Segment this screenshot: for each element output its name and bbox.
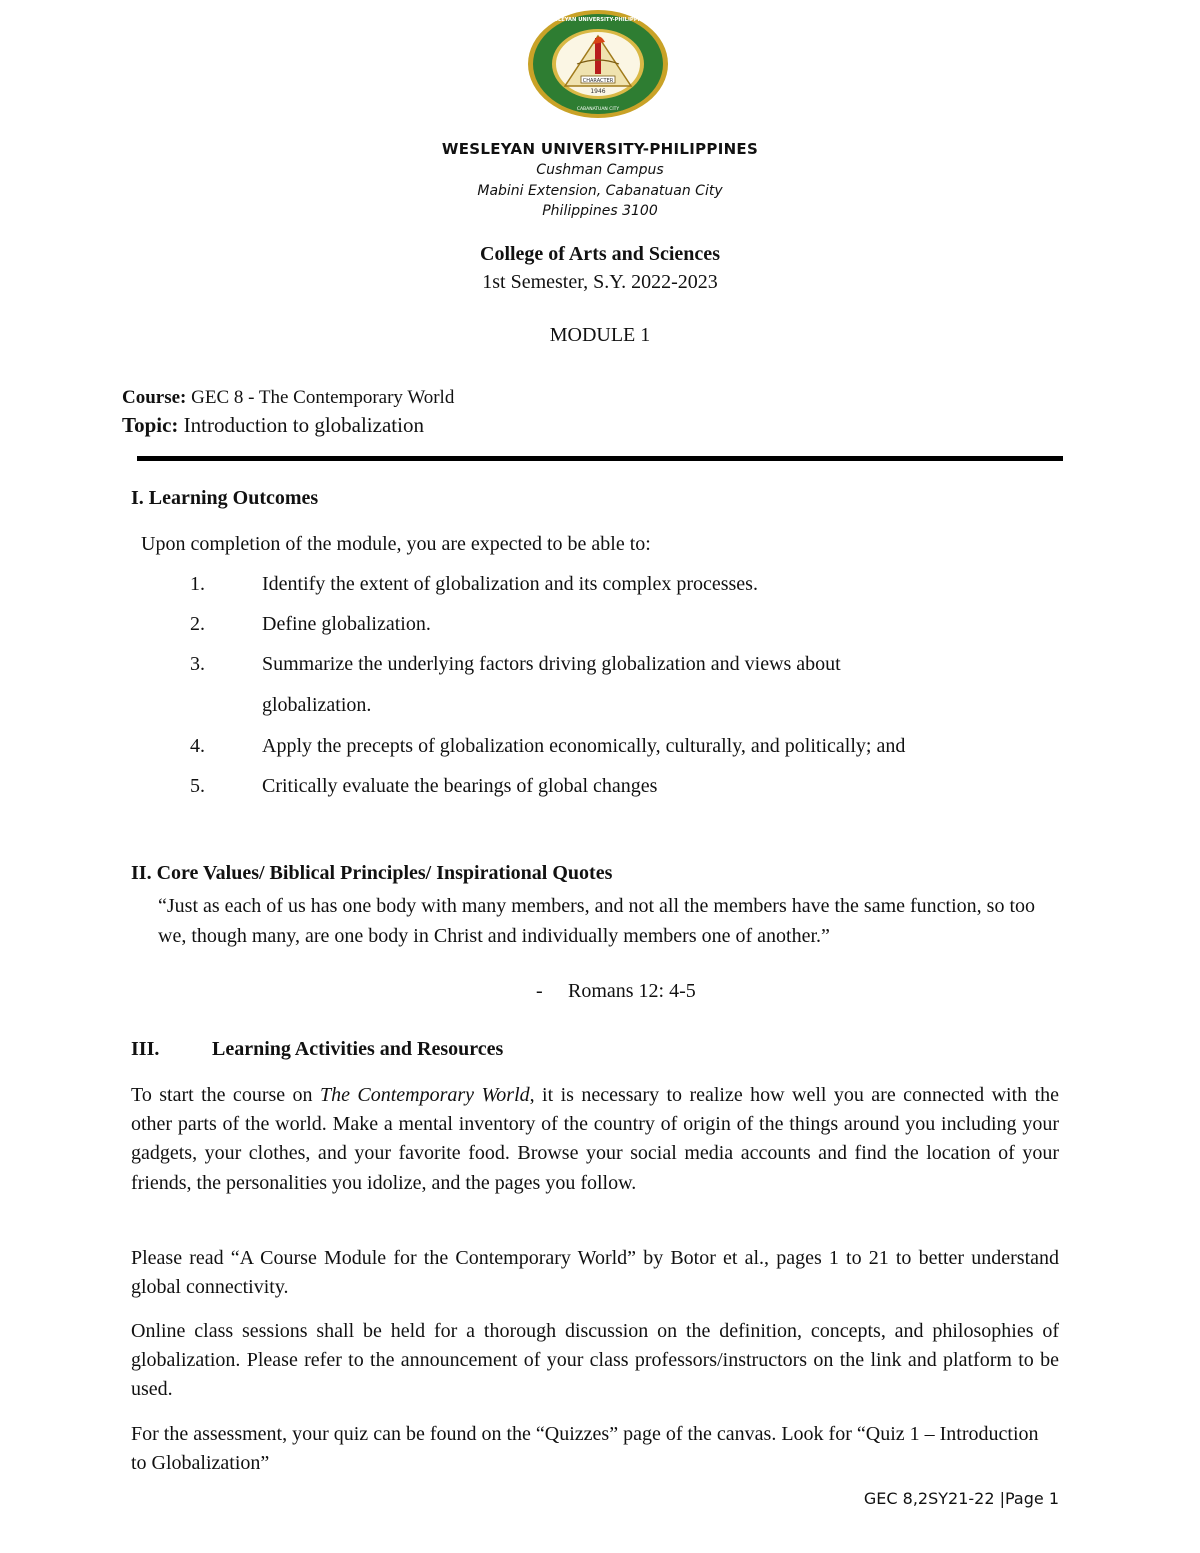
assessment-paragraph: For the assessment, your quiz can be found on the “Quizzes” page of the canvas. Look for “Quiz 1 – Introduction to Globalization” [131,1423,1039,1475]
quote-reference-text: Romans 12: 4-5 [568,980,696,1002]
seal-year: 1946 [590,88,606,95]
seal-city-text: CABANATUAN CITY [576,107,620,112]
section-title: Learning Activities and Resources [212,1038,504,1060]
seal-top-text: WESLEYAN UNIVERSITY-PHILIPPINES [544,17,652,23]
outcome-text-continuation: globalization. [262,694,372,716]
campus-address: Mabini Extension, Cabanatuan City [477,183,723,199]
paragraph-text: To start the course on [131,1084,320,1106]
quote-reference [536,980,696,1003]
course-value: GEC 8 - The Contemporary World [186,387,455,408]
page-footer: GEC 8,2SY21-22 |Page 1 [863,1489,1059,1508]
section-learning-activities-heading [131,1038,503,1061]
campus-country: Philippines 3100 [542,203,658,219]
outcome-number: 3. [190,653,205,675]
topic-line [122,413,424,438]
reading-paragraph: Please read “A Course Module for the Contemporary World” by Botor et al., pages 1 to 21 to better understand global connectivity. [131,1247,1059,1299]
course-line [122,387,454,409]
campus-name: Cushman Campus [536,162,664,178]
outcome-text: Define globalization. [262,613,431,635]
university-seal-logo [525,8,671,120]
outcome-item [190,573,758,596]
outcome-number: 2. [190,613,205,635]
semester-line: 1st Semester, S.Y. 2022-2023 [482,271,718,293]
seal-inner-text: CHARACTER [582,78,614,84]
horizontal-rule [137,456,1063,461]
paragraph-text: , it is necessary to realize how well you are connected with the other parts of the world. Make a mental inventory of the country of origin of the things around you including your gadgets, your clothes, and your favorite food. Browse your social media accounts and find the location of your friends, the personalities you idolize, and the pages you follow. [131,1084,1060,1194]
outcome-text: Apply the precepts of globalization economically, culturally, and politically; and [262,735,906,757]
outcome-item [190,613,431,636]
quote-reference-dash: - [536,980,543,1002]
module-title: MODULE 1 [549,324,651,346]
course-label: Course: [122,387,187,408]
activities-paragraph [131,1081,1059,1198]
outcome-number: 1. [190,573,205,595]
topic-label: Topic: [122,413,179,437]
outcome-number: 4. [190,735,205,757]
section-core-values-heading: II. Core Values/ Biblical Principles/ Inspirational Quotes [131,862,613,884]
section-learning-outcomes-heading: I. Learning Outcomes [131,487,319,509]
outcome-text: Identify the extent of globalization and its complex processes. [262,573,758,595]
topic-value: Introduction to globalization [178,413,424,437]
course-title-italic: The Contemporary World [319,1084,530,1106]
outcomes-intro: Upon completion of the module, you are expected to be able to: [141,533,651,555]
outcome-number: 5. [190,775,205,797]
online-class-paragraph: Online class sessions shall be held for a thorough discussion on the definition, concepts, and philosophies of globalization. Please refer to the announcement of your class professors/instructors on the link and platform to be used. [131,1320,1059,1401]
outcome-text: Critically evaluate the bearings of global changes [262,775,658,797]
university-name: WESLEYAN UNIVERSITY-PHILIPPINES [441,140,759,158]
bible-quote: “Just as each of us has one body with many members, and not all the members have the same function, so too we, though many, are one body in Christ and individually members one of another.” [158,895,1036,947]
college-name: College of Arts and Sciences [480,243,720,265]
section-number: III. [131,1038,160,1060]
outcome-text: Summarize the underlying factors driving globalization and views about [262,653,841,675]
outcome-item [190,775,657,798]
outcome-item [190,653,841,676]
outcome-item [190,735,905,758]
